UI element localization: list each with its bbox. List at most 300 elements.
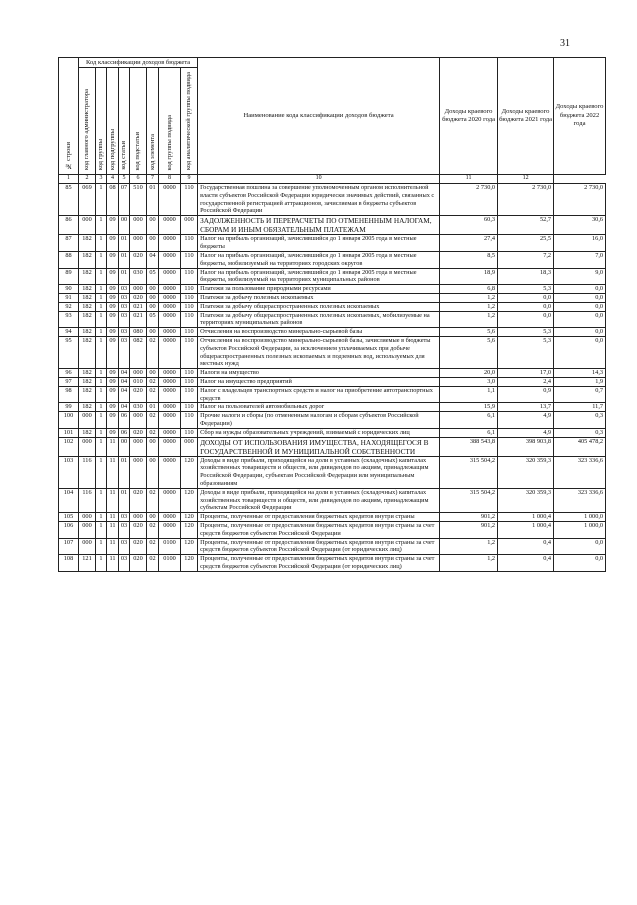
amount-2020-cell: 18,9: [440, 268, 498, 285]
revenue-name-cell: Налог с владельцев транспортных средств и налог на приобретение автотранспортных средств: [198, 386, 440, 403]
amount-2020-cell: 1,2: [440, 293, 498, 302]
amount-2022-cell: 0,0: [554, 293, 606, 302]
code-subarticle-cell: 030: [130, 268, 147, 285]
code-subarticle-cell: 020: [130, 251, 147, 268]
row-number-cell: 93: [59, 311, 79, 328]
code-group-cell: 1: [96, 412, 107, 429]
code-subtype-group-cell: 0000: [159, 412, 181, 429]
row-number-cell: 97: [59, 377, 79, 386]
amount-2021-cell: 17,0: [498, 369, 554, 378]
code-subgroup-cell: 09: [107, 386, 119, 403]
code-subtype-group-cell: 0000: [159, 302, 181, 311]
code-article-cell: 06: [119, 428, 130, 437]
revenue-name-cell: Проценты, полученные от предоставления бюджетных кредитов внутри страны: [198, 513, 440, 522]
code-article-cell: 03: [119, 328, 130, 337]
code-element-cell: 02: [147, 428, 159, 437]
revenue-name-cell: Налог на прибыль организаций, зачислявшийся до 1 января 2005 года в местные бюджеты, мобилизуемый на территориях городских округов: [198, 251, 440, 268]
amount-2020-cell: 3,0: [440, 377, 498, 386]
code-subarticle-cell: 082: [130, 336, 147, 368]
amount-2020-cell: 315 504,2: [440, 456, 498, 488]
amount-2021-cell: 320 359,3: [498, 488, 554, 512]
code-element-cell: 00: [147, 456, 159, 488]
code-analytic-group-cell: 110: [181, 293, 198, 302]
code-analytic-group-cell: 120: [181, 513, 198, 522]
code-admin-cell: 000: [79, 216, 96, 235]
code-element-cell: 02: [147, 377, 159, 386]
code-subgroup-cell: 09: [107, 251, 119, 268]
col-number: 8: [159, 175, 181, 184]
code-admin-cell: 000: [79, 538, 96, 555]
col-number: 3: [96, 175, 107, 184]
col-number: 11: [440, 175, 498, 184]
code-admin-cell: 182: [79, 386, 96, 403]
revenue-table-sheet: [58, 57, 606, 572]
code-subtype-group-cell: 0000: [159, 369, 181, 378]
col-number: 10: [198, 175, 440, 184]
row-number-cell: 107: [59, 538, 79, 555]
row-number-cell: 106: [59, 522, 79, 539]
code-subtype-group-cell: 0000: [159, 386, 181, 403]
code-group-cell: 1: [96, 513, 107, 522]
code-subgroup-cell: 09: [107, 311, 119, 328]
col-number: 2: [79, 175, 96, 184]
row-number-cell: 105: [59, 513, 79, 522]
code-subtype-group-cell: 0000: [159, 377, 181, 386]
amount-2021-cell: 2 730,0: [498, 184, 554, 216]
amount-2021-cell: 5,3: [498, 285, 554, 294]
amount-2021-cell: 4,9: [498, 428, 554, 437]
revenue-name-cell: Отчисления на воспроизводство минерально-сырьевой базы: [198, 328, 440, 337]
amount-2021-cell: 0,0: [498, 293, 554, 302]
header-code-subarticle: код подстатьи: [130, 68, 147, 175]
row-number-cell: 104: [59, 488, 79, 512]
code-subarticle-cell: 020: [130, 538, 147, 555]
code-analytic-group-cell: 110: [181, 428, 198, 437]
code-group-cell: 1: [96, 538, 107, 555]
code-analytic-group-cell: 110: [181, 377, 198, 386]
amount-2021-cell: 52,7: [498, 216, 554, 235]
code-element-cell: 02: [147, 522, 159, 539]
code-admin-cell: 116: [79, 456, 96, 488]
revenue-name-cell: Налоги на имущество: [198, 369, 440, 378]
code-analytic-group-cell: 110: [181, 285, 198, 294]
code-analytic-group-cell: 110: [181, 268, 198, 285]
code-subarticle-cell: 000: [130, 437, 147, 456]
code-admin-cell: 182: [79, 251, 96, 268]
header-year-2022: Доходы краевого бюджета 2022 года: [554, 58, 606, 175]
amount-2021-cell: 0,0: [498, 311, 554, 328]
amount-2022-cell: 405 478,2: [554, 437, 606, 456]
code-admin-cell: 182: [79, 311, 96, 328]
table-row: [59, 184, 606, 216]
amount-2021-cell: 13,7: [498, 403, 554, 412]
code-admin-cell: 182: [79, 369, 96, 378]
header-code-group: код группы: [96, 68, 107, 175]
amount-2022-cell: 323 336,6: [554, 488, 606, 512]
code-admin-cell: 000: [79, 513, 96, 522]
code-admin-cell: 182: [79, 302, 96, 311]
code-subgroup-cell: 11: [107, 488, 119, 512]
amount-2022-cell: 1 000,0: [554, 522, 606, 539]
amount-2021-cell: 5,3: [498, 328, 554, 337]
code-element-cell: 00: [147, 369, 159, 378]
amount-2022-cell: 0,0: [554, 302, 606, 311]
amount-2022-cell: 1,9: [554, 377, 606, 386]
code-group-cell: 1: [96, 268, 107, 285]
code-element-cell: 02: [147, 538, 159, 555]
amount-2020-cell: 1,2: [440, 302, 498, 311]
table-row: [59, 428, 606, 437]
code-group-cell: 1: [96, 377, 107, 386]
code-subgroup-cell: 09: [107, 328, 119, 337]
code-group-cell: 1: [96, 235, 107, 252]
code-analytic-group-cell: 110: [181, 412, 198, 429]
header-code-subtype-group: код группы подвида: [159, 68, 181, 175]
code-group-cell: 1: [96, 293, 107, 302]
code-element-cell: 02: [147, 412, 159, 429]
amount-2021-cell: 25,5: [498, 235, 554, 252]
code-group-cell: 1: [96, 311, 107, 328]
code-article-cell: 01: [119, 488, 130, 512]
code-subgroup-cell: 09: [107, 336, 119, 368]
revenue-name-cell: Проценты, полученные от предоставления бюджетных кредитов внутри страны за счет средств бюджетов субъектов Российской Федерации (от юридических лиц): [198, 555, 440, 572]
amount-2020-cell: 20,0: [440, 369, 498, 378]
row-number-cell: 99: [59, 403, 79, 412]
amount-2020-cell: 2 730,0: [440, 184, 498, 216]
code-analytic-group-cell: 110: [181, 251, 198, 268]
row-number-cell: 94: [59, 328, 79, 337]
revenue-name-cell: Доходы в виде прибыли, приходящейся на доли в уставных (складочных) капиталах хозяйственных товариществ и обществ, или дивидендов по акциям, принадлежащим Российской Федерации, субъектам Российской Федерации или муниципальным образованиям: [198, 456, 440, 488]
code-subarticle-cell: 510: [130, 184, 147, 216]
code-group-cell: 1: [96, 522, 107, 539]
revenue-name-cell: Доходы в виде прибыли, приходящейся на доли в уставных (складочных) капиталах хозяйственных товариществ и обществ, или дивидендов по акциям, принадлежащим субъектам Российской Федерации: [198, 488, 440, 512]
code-group-cell: 1: [96, 555, 107, 572]
code-article-cell: 03: [119, 293, 130, 302]
code-article-cell: 03: [119, 302, 130, 311]
row-number-cell: 100: [59, 412, 79, 429]
code-subgroup-cell: 09: [107, 428, 119, 437]
code-group-cell: 1: [96, 285, 107, 294]
amount-2020-cell: 60,3: [440, 216, 498, 235]
revenue-name-cell: Платежи за добычу полезных ископаемых: [198, 293, 440, 302]
table-row: [59, 513, 606, 522]
code-article-cell: 07: [119, 184, 130, 216]
code-element-cell: 02: [147, 488, 159, 512]
code-subtype-group-cell: 0000: [159, 328, 181, 337]
code-analytic-group-cell: 120: [181, 488, 198, 512]
code-subgroup-cell: 09: [107, 302, 119, 311]
amount-2021-cell: 18,3: [498, 268, 554, 285]
amount-2020-cell: 15,9: [440, 403, 498, 412]
code-subgroup-cell: 11: [107, 522, 119, 539]
code-subarticle-cell: 020: [130, 488, 147, 512]
header-name: Наименование кода классификации доходов бюджета: [198, 58, 440, 175]
code-subarticle-cell: 080: [130, 328, 147, 337]
table-row: [59, 377, 606, 386]
col-number: 4: [107, 175, 119, 184]
header-code-subgroup: код подгруппы: [107, 68, 119, 175]
amount-2020-cell: 1,2: [440, 538, 498, 555]
code-subgroup-cell: 09: [107, 235, 119, 252]
table-row: [59, 437, 606, 456]
amount-2021-cell: 1 000,4: [498, 513, 554, 522]
revenue-name-cell: ДОХОДЫ ОТ ИСПОЛЬЗОВАНИЯ ИМУЩЕСТВА, НАХОДЯЩЕГОСЯ В ГОСУДАРСТВЕННОЙ И МУНИЦИПАЛЬНОЙ СОБСТВЕННОСТИ: [198, 437, 440, 456]
amount-2021-cell: 4,9: [498, 412, 554, 429]
amount-2022-cell: 0,0: [554, 328, 606, 337]
code-article-cell: 01: [119, 251, 130, 268]
amount-2021-cell: 0,4: [498, 555, 554, 572]
code-subtype-group-cell: 0100: [159, 538, 181, 555]
code-element-cell: 00: [147, 437, 159, 456]
code-subarticle-cell: 020: [130, 428, 147, 437]
code-subarticle-cell: 020: [130, 386, 147, 403]
code-element-cell: 04: [147, 251, 159, 268]
col-number: 6: [130, 175, 147, 184]
code-element-cell: 05: [147, 311, 159, 328]
code-analytic-group-cell: 110: [181, 184, 198, 216]
row-number-cell: 101: [59, 428, 79, 437]
code-subgroup-cell: 09: [107, 285, 119, 294]
code-article-cell: 04: [119, 369, 130, 378]
table-row: [59, 251, 606, 268]
table-row: [59, 538, 606, 555]
amount-2020-cell: 8,5: [440, 251, 498, 268]
revenue-name-cell: Платежи за добычу общераспространенных полезных ископаемых: [198, 302, 440, 311]
amount-2022-cell: 1 000,0: [554, 513, 606, 522]
code-subtype-group-cell: 0000: [159, 456, 181, 488]
amount-2022-cell: 0,0: [554, 538, 606, 555]
revenue-name-cell: Налог на прибыль организаций, зачислявшийся до 1 января 2005 года в местные бюджеты, мобилизуемый на территориях муниципальных районов: [198, 268, 440, 285]
amount-2022-cell: 323 336,6: [554, 456, 606, 488]
revenue-name-cell: Проценты, полученные от предоставления бюджетных кредитов внутри страны за счет средств бюджетов субъектов Российской Федерации (от юридических лиц): [198, 538, 440, 555]
code-analytic-group-cell: 000: [181, 216, 198, 235]
code-analytic-group-cell: 120: [181, 456, 198, 488]
row-number-cell: 98: [59, 386, 79, 403]
code-article-cell: 03: [119, 336, 130, 368]
revenue-name-cell: Государственная пошлина за совершение уполномоченным органом исполнительной власти субъектов Российской Федерации юридически значимых действий, связанных с государственной регистрацией аттракционов, зачисляемая в бюджеты субъектов Российской Федерации: [198, 184, 440, 216]
code-subtype-group-cell: 0000: [159, 235, 181, 252]
code-article-cell: 03: [119, 285, 130, 294]
header-row-group: [59, 58, 606, 68]
code-subarticle-cell: 000: [130, 513, 147, 522]
code-group-cell: 1: [96, 403, 107, 412]
code-subarticle-cell: 020: [130, 293, 147, 302]
code-subgroup-cell: 09: [107, 369, 119, 378]
header-column-numbers: [59, 175, 606, 184]
code-admin-cell: 182: [79, 428, 96, 437]
code-article-cell: 01: [119, 268, 130, 285]
table-row: [59, 293, 606, 302]
header-row-no: № строки: [59, 58, 79, 175]
revenue-name-cell: Налог на имущество предприятий: [198, 377, 440, 386]
amount-2020-cell: 5,6: [440, 328, 498, 337]
code-subtype-group-cell: 0000: [159, 488, 181, 512]
code-subtype-group-cell: 0000: [159, 311, 181, 328]
revenue-name-cell: Сбор на нужды образовательных учреждений, взимаемый с юридических лиц: [198, 428, 440, 437]
code-subtype-group-cell: 0000: [159, 437, 181, 456]
code-group-cell: 1: [96, 251, 107, 268]
code-group-cell: 1: [96, 336, 107, 368]
amount-2022-cell: 16,0: [554, 235, 606, 252]
amount-2021-cell: 0,0: [498, 302, 554, 311]
code-subgroup-cell: 11: [107, 555, 119, 572]
col-number: 5: [119, 175, 130, 184]
header-code-admin: код главного администратора: [79, 68, 96, 175]
header-code-group: Код классификации доходов бюджета: [79, 58, 198, 68]
table-row: [59, 522, 606, 539]
code-admin-cell: 121: [79, 555, 96, 572]
code-article-cell: 06: [119, 412, 130, 429]
code-group-cell: 1: [96, 386, 107, 403]
table-row: [59, 412, 606, 429]
code-article-cell: 03: [119, 311, 130, 328]
revenue-name-cell: Прочие налоги и сборы (по отмененным налогам и сборам субъектов Российской Федерации): [198, 412, 440, 429]
code-group-cell: 1: [96, 488, 107, 512]
code-analytic-group-cell: 110: [181, 311, 198, 328]
revenue-classification-table: [58, 57, 606, 572]
revenue-name-cell: Платежи за добычу общераспространенных полезных ископаемых, мобилизуемые на территориях муниципальных районов: [198, 311, 440, 328]
table-row: [59, 285, 606, 294]
amount-2022-cell: 0,0: [554, 285, 606, 294]
code-admin-cell: 182: [79, 293, 96, 302]
code-element-cell: 02: [147, 386, 159, 403]
col-number: 7: [147, 175, 159, 184]
col-number: 9: [181, 175, 198, 184]
code-group-cell: 1: [96, 328, 107, 337]
col-number: 12: [498, 175, 554, 184]
amount-2021-cell: 398 903,8: [498, 437, 554, 456]
amount-2021-cell: 5,3: [498, 336, 554, 368]
code-analytic-group-cell: 120: [181, 555, 198, 572]
code-analytic-group-cell: 110: [181, 336, 198, 368]
row-number-cell: 86: [59, 216, 79, 235]
amount-2020-cell: 6,1: [440, 412, 498, 429]
code-subtype-group-cell: 0000: [159, 336, 181, 368]
code-subtype-group-cell: 0000: [159, 216, 181, 235]
code-article-cell: 03: [119, 555, 130, 572]
code-article-cell: 03: [119, 522, 130, 539]
code-subgroup-cell: 11: [107, 513, 119, 522]
table-row: [59, 456, 606, 488]
code-admin-cell: 182: [79, 377, 96, 386]
code-subtype-group-cell: 0000: [159, 251, 181, 268]
code-subarticle-cell: 030: [130, 403, 147, 412]
code-element-cell: 02: [147, 336, 159, 368]
table-row: [59, 403, 606, 412]
code-subarticle-cell: 000: [130, 369, 147, 378]
code-analytic-group-cell: 110: [181, 302, 198, 311]
code-admin-cell: 000: [79, 412, 96, 429]
code-element-cell: 01: [147, 403, 159, 412]
code-subtype-group-cell: 0000: [159, 428, 181, 437]
revenue-name-cell: Отчисления на воспроизводство минерально-сырьевой базы, зачисляемые в бюджеты субъектов Российской Федерации, за исключением уплачиваемых при добыче общераспространенных полезных ископаемых и подземных вод, используемых для местных нужд: [198, 336, 440, 368]
code-subgroup-cell: 09: [107, 268, 119, 285]
code-article-cell: 04: [119, 386, 130, 403]
col-number: 1: [59, 175, 79, 184]
amount-2020-cell: 1,2: [440, 311, 498, 328]
header-code-element: код элемента: [147, 68, 159, 175]
code-subtype-group-cell: 0000: [159, 293, 181, 302]
code-element-cell: 00: [147, 513, 159, 522]
amount-2020-cell: 388 543,8: [440, 437, 498, 456]
table-row: [59, 311, 606, 328]
code-admin-cell: 182: [79, 268, 96, 285]
code-subtype-group-cell: 0000: [159, 184, 181, 216]
code-admin-cell: 000: [79, 437, 96, 456]
amount-2022-cell: 30,6: [554, 216, 606, 235]
code-admin-cell: 000: [79, 522, 96, 539]
row-number-cell: 91: [59, 293, 79, 302]
code-subtype-group-cell: 0000: [159, 522, 181, 539]
code-subarticle-cell: 020: [130, 555, 147, 572]
code-group-cell: 1: [96, 302, 107, 311]
amount-2022-cell: 0,0: [554, 555, 606, 572]
row-number-cell: 88: [59, 251, 79, 268]
code-subarticle-cell: 010: [130, 377, 147, 386]
amount-2022-cell: 11,7: [554, 403, 606, 412]
header-year-2020: Доходы краевого бюджета 2020 года: [440, 58, 498, 175]
code-admin-cell: 182: [79, 285, 96, 294]
amount-2021-cell: 1 000,4: [498, 522, 554, 539]
code-article-cell: 00: [119, 437, 130, 456]
code-article-cell: 03: [119, 538, 130, 555]
code-element-cell: 00: [147, 293, 159, 302]
amount-2022-cell: 0,3: [554, 428, 606, 437]
code-article-cell: 01: [119, 235, 130, 252]
table-row: [59, 488, 606, 512]
code-article-cell: 00: [119, 216, 130, 235]
code-group-cell: 1: [96, 437, 107, 456]
row-number-cell: 90: [59, 285, 79, 294]
code-subarticle-cell: 000: [130, 285, 147, 294]
code-subtype-group-cell: 0000: [159, 285, 181, 294]
code-element-cell: 01: [147, 184, 159, 216]
code-subgroup-cell: 09: [107, 293, 119, 302]
code-subgroup-cell: 11: [107, 437, 119, 456]
amount-2022-cell: 2 730,0: [554, 184, 606, 216]
code-admin-cell: 182: [79, 403, 96, 412]
code-subtype-group-cell: 0100: [159, 555, 181, 572]
amount-2021-cell: 320 359,3: [498, 456, 554, 488]
code-subarticle-cell: 000: [130, 235, 147, 252]
code-element-cell: 00: [147, 285, 159, 294]
row-number-cell: 85: [59, 184, 79, 216]
code-admin-cell: 182: [79, 336, 96, 368]
amount-2020-cell: 6,1: [440, 428, 498, 437]
code-subarticle-cell: 000: [130, 412, 147, 429]
table-row: [59, 386, 606, 403]
amount-2020-cell: 27,4: [440, 235, 498, 252]
amount-2022-cell: 0,3: [554, 412, 606, 429]
code-group-cell: 1: [96, 369, 107, 378]
header-year-2021: Доходы краевого бюджета 2021 года: [498, 58, 554, 175]
code-subgroup-cell: 09: [107, 412, 119, 429]
revenue-name-cell: Налог на пользователей автомобильных дорог: [198, 403, 440, 412]
revenue-name-cell: Платежи за пользование природными ресурсами: [198, 285, 440, 294]
code-admin-cell: 182: [79, 328, 96, 337]
amount-2021-cell: 0,4: [498, 538, 554, 555]
code-subgroup-cell: 11: [107, 538, 119, 555]
code-subarticle-cell: 021: [130, 302, 147, 311]
row-number-cell: 108: [59, 555, 79, 572]
amount-2020-cell: 5,6: [440, 336, 498, 368]
revenue-name-cell: Налог на прибыль организаций, зачислявшийся до 1 января 2005 года в местные бюджеты: [198, 235, 440, 252]
code-analytic-group-cell: 110: [181, 235, 198, 252]
row-number-cell: 96: [59, 369, 79, 378]
code-article-cell: 03: [119, 513, 130, 522]
code-element-cell: 02: [147, 555, 159, 572]
code-subtype-group-cell: 0000: [159, 403, 181, 412]
